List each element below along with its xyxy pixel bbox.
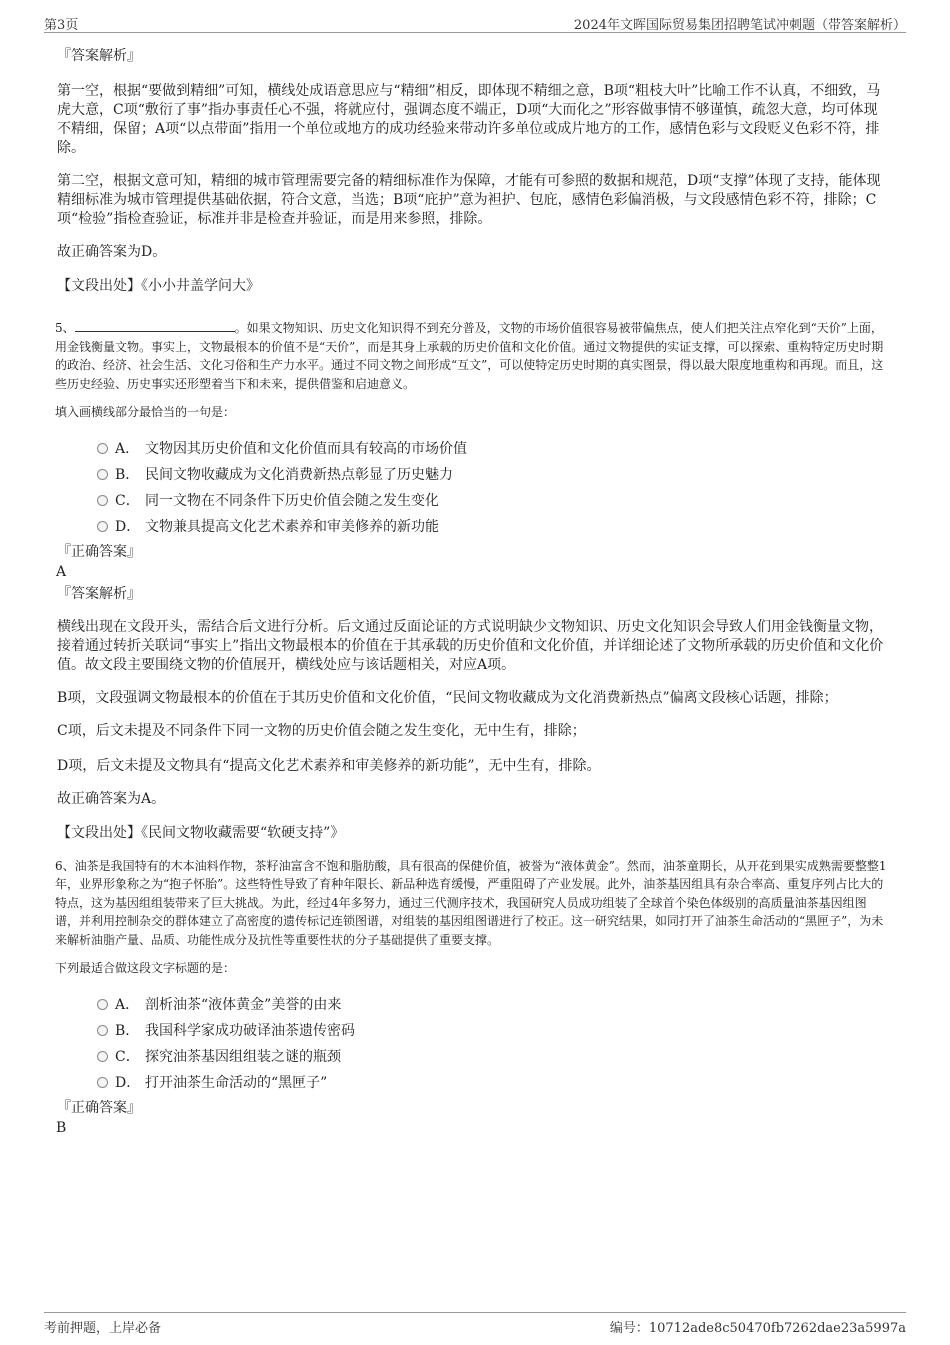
analysis-paragraph: D项，后文未提及文物具有“提高文化艺术素养和审美修养的新功能”，无中生有，排除。 [57,757,601,774]
document-id: 编号：10712ade8c50470fb7262dae23a5997a [609,1321,906,1336]
answer-tag: 『正确答案』 [57,1099,141,1116]
radio-icon[interactable] [97,469,108,480]
option-d[interactable]: D． 文物兼具提高文化艺术素养和审美修养的新功能 [57,514,887,540]
analysis-paragraph: 第二空，根据文意可知，精细的城市管理需要完备的精细标准作为保障，才能有可参照的数据和规范，D项“支撑”体现了支持，能体现精细标准为城市管理提供基础依据，符合文意，当选；B项“庇护”意为袒护、包庇，感情色彩偏消极，与文段感情色彩不符，排除；C项“检验”指检查验证，标准并非是检查并验证，而是用来参照，排除。 [57,173,881,227]
analysis-tag: 『答案解析』 [57,48,141,64]
option-b[interactable]: B． 我国科学家成功破译油茶遗传密码 [57,1018,887,1044]
footer-slogan: 考前押题，上岸必备 [44,1321,162,1336]
option-b[interactable]: B． 民间文物收藏成为文化消费新热点彰显了历史魅力 [57,462,887,488]
options-list [57,436,887,540]
radio-icon[interactable] [97,999,108,1010]
document-title: 2024年文晖国际贸易集团招聘笔试冲刺题（带答案解析） [573,18,906,33]
answer-tag: 『正确答案』 [57,543,141,560]
analysis-paragraph: C项，后文未提及不同条件下同一文物的历史价值会随之发生变化，无中生有，排除； [57,722,586,739]
radio-icon[interactable] [97,1077,108,1088]
correct-answer: B [56,1119,67,1136]
question-stem [55,319,887,393]
radio-icon[interactable] [97,521,108,532]
option-a[interactable]: A． 文物因其历史价值和文化价值而具有较高的市场价值 [57,436,887,462]
question-prompt: 填入画横线部分最恰当的一句是： [55,405,236,419]
analysis-paragraph: 横线出现在文段开头，需结合后文进行分析。后文通过反面论证的方式说明缺少文物知识、历史文化知识会导致人们用金钱衡量文物，接着通过转折关联词“事实上”指出文物最根本的价值在于其承载的历史价值和文化价值，并详细论述了文物所承载的历史价值和文化价值。故文段主要围绕文物的价值展开，横线处应与该话题相关，对应A项。 [57,618,884,673]
answer-conclusion: 故正确答案为A。 [57,790,166,807]
options-list [57,992,887,1096]
source-citation: 【文段出处】《民间文物收藏需要“软硬支持”》 [57,824,345,841]
radio-icon[interactable] [97,1051,108,1062]
answer-conclusion: 故正确答案为D。 [57,244,167,260]
option-c[interactable]: C． 探究油茶基因组组装之谜的瓶颈 [57,1044,887,1070]
page-number: 第3页 [44,18,79,33]
fill-blank [75,319,235,332]
question-stem: 6、油茶是我国特有的木本油料作物，茶籽油富含不饱和脂肪酸，具有很高的保健价值，被誉为“液体黄金”。然而，油茶童期长，从开花到果实成熟需要整整1年，业界形象称之为“抱子怀胎”。这些特性导致了育种年限长、新品种选育缓慢，严重阻碍了产业发展。此外，油茶基因组具有杂合率高、重复序列占比大的特点，这为基因组组装带来了巨大挑战。为此，经过4年多努力，通过三代测序技术，我国研究人员成功组装了全球首个染色体级别的高质量油茶基因组图谱，并利用控制杂交的群体建立了高密度的遗传标记连锁图谱，对组装的基因组图谱进行了校正。这一研究结果，如同打开了油茶生命活动的“黑匣子”，为未来解析油脂产量、品质、功能性成分及抗性等重要性状的分子基础提供了重要支撑。 [55,858,887,947]
option-c[interactable]: C． 同一文物在不同条件下历史价值会随之发生变化 [57,488,887,514]
question-number: 5、 [55,321,75,335]
question-text: 。如果文物知识、历史文化知识得不到充分普及，文物的市场价值很容易被带偏焦点，使人们把关注点窄化到“天价”上面，用金钱衡量文物。事实上，文物最根本的价值不是“天价”，而是其身上承载的历史价值和文化价值。通过文物提供的实证支撑，可以探索、重构特定历史时期的政治、经济、社会生活、文化习俗和生产力水平。通过不同文物之间形成“互文”，可以使特定历史时期的真实图景，得以最大限度地重构和再现。而且，这些历史经验、历史事实还形塑着当下和未来，提供借鉴和启迪意义。 [55,321,884,391]
radio-icon[interactable] [97,495,108,506]
option-d[interactable]: D． 打开油茶生命活动的“黑匣子” [57,1070,887,1096]
radio-icon[interactable] [97,1025,108,1036]
page-footer [44,1312,906,1337]
correct-answer: A [56,563,67,580]
page-header [44,12,906,33]
document-body [57,44,887,1138]
radio-icon[interactable] [97,443,108,454]
analysis-tag: 『答案解析』 [57,585,141,602]
option-a[interactable]: A． 剖析油茶“液体黄金”美誉的由来 [57,992,887,1018]
source-citation: 【文段出处】《小小井盖学问大》 [57,278,260,294]
analysis-paragraph: 第一空，根据“要做到精细”可知，横线处成语意思应与“精细”相反，即体现不精细之意，B项“粗枝大叶”比喻工作不认真，不细致，马虎大意，C项“敷衍了事”指办事责任心不强，将就应付，强调态度不端正，D项“大而化之”形容做事情不够谨慎，疏忽大意，均可体现不精细，保留；A项“以点带面”指用一个单位或地方的成功经验来带动许多单位或成片地方的工作，感情色彩与文段贬义色彩不符，排除。 [57,83,881,156]
question-prompt: 下列最适合做这段文字标题的是： [55,961,236,975]
analysis-paragraph: B项，文段强调文物最根本的价值在于其历史价值和文化价值，“民间文物收藏成为文化消费新热点”偏离文段核心话题，排除； [57,689,838,706]
